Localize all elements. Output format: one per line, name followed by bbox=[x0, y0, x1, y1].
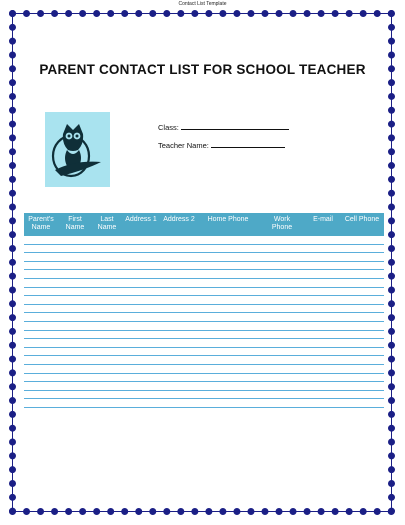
table-row[interactable] bbox=[24, 253, 384, 262]
table-row[interactable] bbox=[24, 391, 384, 400]
table-row[interactable] bbox=[24, 305, 384, 314]
table-row[interactable] bbox=[24, 339, 384, 348]
class-label: Class: bbox=[158, 123, 179, 132]
column-header-address-1: Address 1 bbox=[125, 216, 157, 223]
teacher-name-field bbox=[158, 140, 285, 150]
column-header-cell-phone: Cell Phone bbox=[344, 216, 380, 223]
table-row[interactable] bbox=[24, 399, 384, 408]
column-header-email: E-mail bbox=[313, 216, 333, 223]
page-title: PARENT CONTACT LIST FOR SCHOOL TEACHER bbox=[39, 62, 366, 77]
class-input[interactable] bbox=[181, 122, 289, 130]
table-header bbox=[24, 213, 384, 236]
column-header-parents-name: Parent's Name bbox=[28, 216, 54, 231]
table-row[interactable] bbox=[24, 365, 384, 374]
column-header-first-name: First Name bbox=[65, 216, 85, 231]
class-field bbox=[158, 122, 289, 132]
table-row[interactable] bbox=[24, 348, 384, 357]
school-logo bbox=[45, 112, 110, 187]
teacher-name-input[interactable] bbox=[211, 140, 285, 148]
contact-rows bbox=[24, 236, 384, 408]
document-header-note: Contact List Template bbox=[178, 1, 227, 7]
table-row[interactable] bbox=[24, 331, 384, 340]
owl-icon bbox=[45, 112, 110, 187]
table-row[interactable] bbox=[24, 296, 384, 305]
column-header-address-2: Address 2 bbox=[163, 216, 195, 223]
column-header-work-phone: Work Phone bbox=[271, 216, 293, 231]
table-row[interactable] bbox=[24, 382, 384, 391]
column-header-last-name: Last Name bbox=[97, 216, 117, 231]
table-row[interactable] bbox=[24, 288, 384, 297]
table-row[interactable] bbox=[24, 236, 384, 245]
table-row[interactable] bbox=[24, 313, 384, 322]
table-row[interactable] bbox=[24, 322, 384, 331]
table-row[interactable] bbox=[24, 374, 384, 383]
column-header-home-phone: Home Phone bbox=[207, 216, 249, 223]
table-row[interactable] bbox=[24, 262, 384, 271]
table-row[interactable] bbox=[24, 356, 384, 365]
teacher-name-label: Teacher Name: bbox=[158, 141, 209, 150]
table-row[interactable] bbox=[24, 245, 384, 254]
table-row[interactable] bbox=[24, 270, 384, 279]
table-row[interactable] bbox=[24, 279, 384, 288]
